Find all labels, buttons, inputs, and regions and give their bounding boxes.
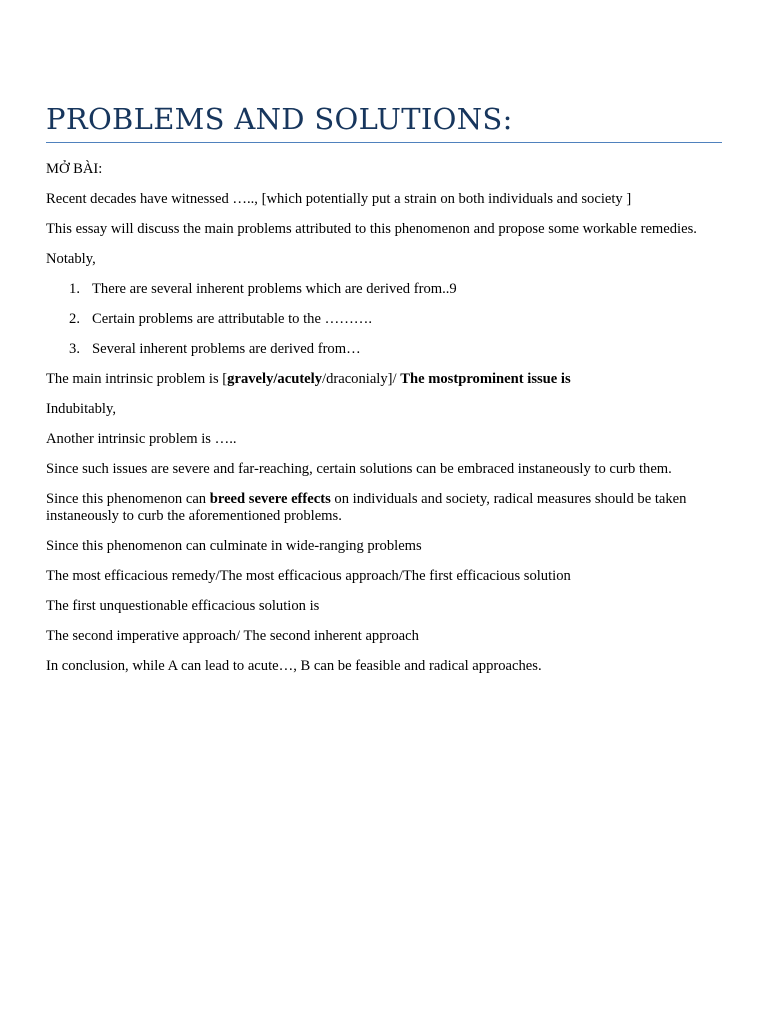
paragraph-conclusion: In conclusion, while A can lead to acute…, B can be feasible and radical approaches.	[46, 658, 542, 674]
document-page	[46, 100, 722, 675]
numbered-list	[46, 281, 722, 358]
list-text: Several inherent problems are derived from…	[92, 341, 361, 357]
page-title: PROBLEMS AND SOLUTIONS:	[46, 100, 722, 143]
list-number: 3.	[69, 341, 80, 357]
paragraph-essay-discuss: This essay will discuss the main problems attributed to this phenomenon and propose some workable remedies.	[46, 221, 697, 237]
paragraph-recent-decades: Recent decades have witnessed ….., [which potentially put a strain on both individuals and society ]	[46, 191, 632, 207]
main-problem-text-2: /draconialy]/	[322, 371, 401, 387]
paragraph-since-severe: Since such issues are severe and far-reaching, certain solutions can be embraced instaneously to curb them.	[46, 461, 672, 477]
main-problem-bold-adverbs: gravely/acutely	[227, 371, 323, 387]
since-breed-text-2: on individuals and society, radical measures should be taken instaneously to curb the aforementioned problems.	[46, 491, 687, 524]
paragraph-main-problem	[46, 371, 722, 388]
main-problem-bold-issue: The mostprominent issue is	[400, 371, 571, 387]
list-text: There are several inherent problems which are derived from..9	[92, 281, 457, 297]
list-item	[46, 311, 722, 328]
intro-label: MỞ BÀI:	[46, 161, 103, 177]
since-breed-text: Since this phenomenon can	[46, 491, 210, 507]
paragraph-since-breed	[46, 491, 722, 525]
list-number: 1.	[69, 281, 80, 297]
list-text: Certain problems are attributable to the ……….	[92, 311, 373, 327]
main-problem-text: The main intrinsic problem is [	[46, 371, 228, 387]
paragraph-second-approach: The second imperative approach/ The second inherent approach	[46, 628, 419, 644]
paragraph-another-problem: Another intrinsic problem is …..	[46, 431, 237, 447]
paragraph-since-culminate: Since this phenomenon can culminate in wide-ranging problems	[46, 538, 422, 554]
list-item	[46, 281, 722, 298]
list-item	[46, 341, 722, 358]
since-breed-bold: breed severe effects	[209, 491, 331, 507]
list-number: 2.	[69, 311, 80, 327]
paragraph-first-solution: The first unquestionable efficacious solution is	[46, 598, 320, 614]
paragraph-notably: Notably,	[46, 251, 96, 267]
paragraph-remedy: The most efficacious remedy/The most efficacious approach/The first efficacious solution	[46, 568, 571, 584]
paragraph-indubitably: Indubitably,	[46, 401, 116, 417]
